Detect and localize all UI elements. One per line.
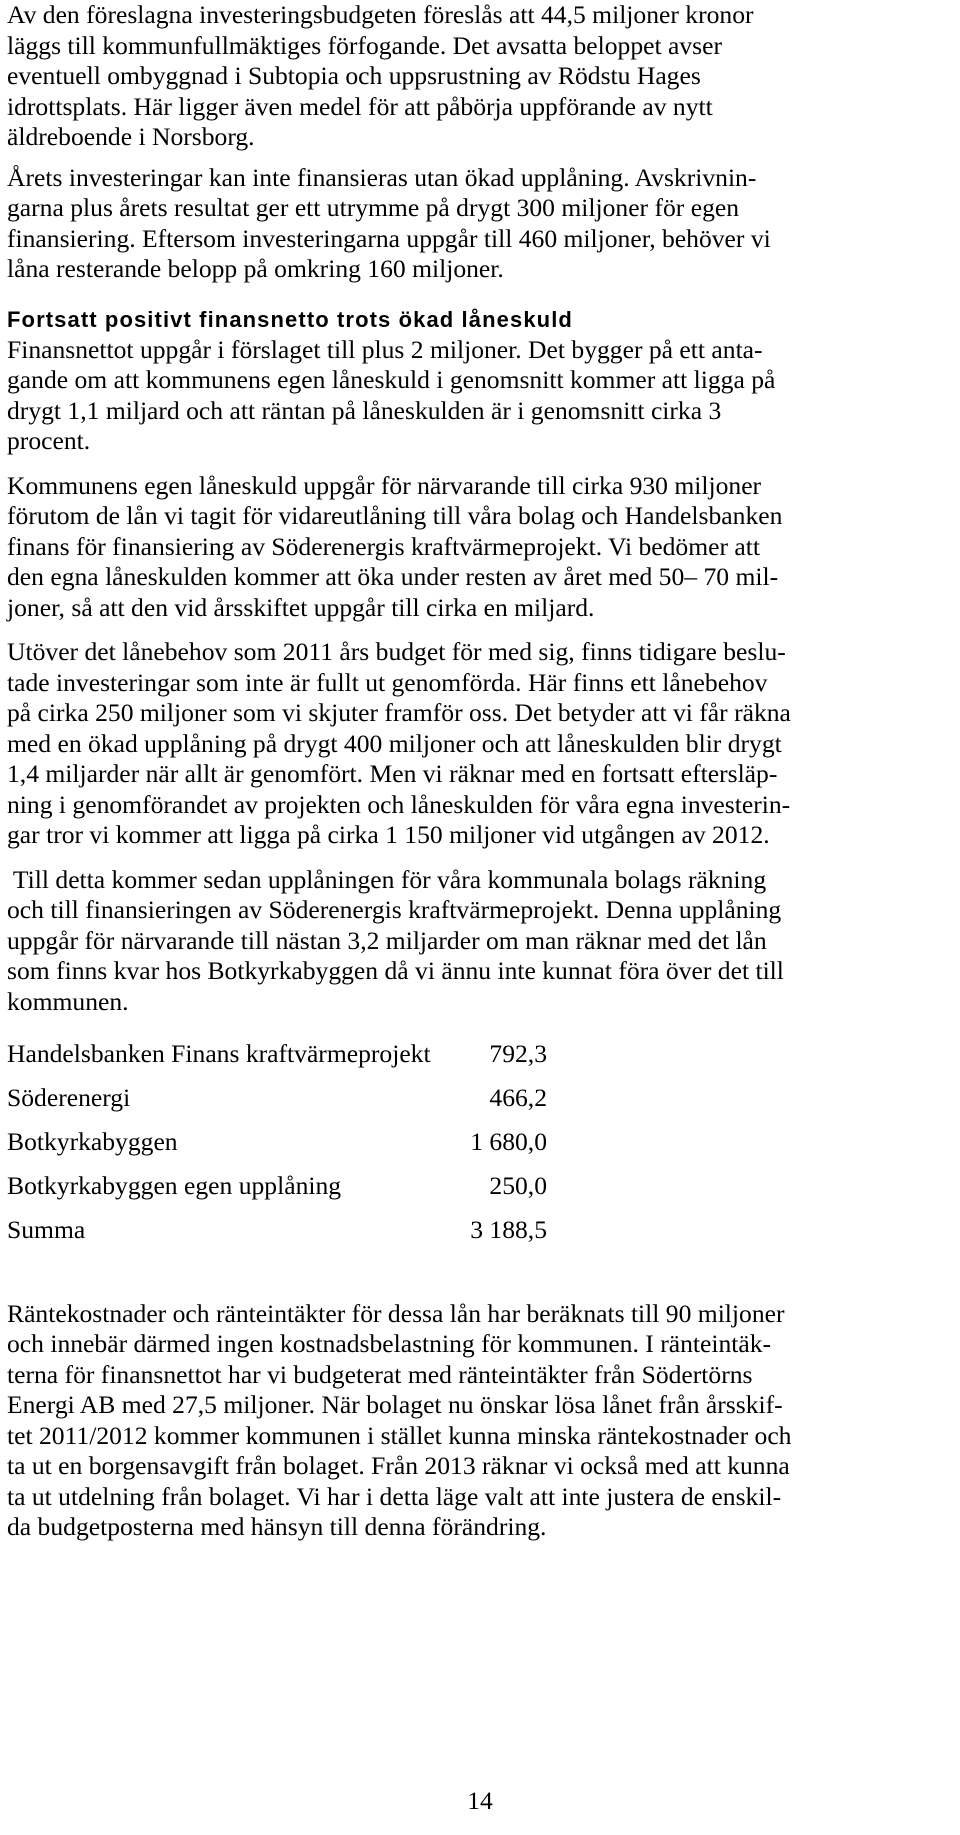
- table-row-label: Botkyrkabyggen: [7, 1127, 178, 1156]
- table-row: [7, 1039, 947, 1070]
- section-heading: Fortsatt positivt finansnetto trots ökad låneskuld: [7, 306, 573, 332]
- table-row-value: 3 188,5: [470, 1215, 547, 1244]
- table-row-label: Summa: [7, 1215, 86, 1244]
- document-page: [7, 0, 947, 1543]
- table-row: [7, 1127, 947, 1158]
- table-row-label: Handelsbanken Finans kraftvärmeprojekt: [7, 1039, 431, 1068]
- paragraph-interest-costs: Räntekostnader och ränteintäkter för dessa lån har beräknats till 90 miljoner och innebär därmed ingen kostnadsbelastning för kommunen. I ränteintäk- terna för finansnettot har vi budgeterat med ränteintäkter från Södertörns Energi AB med 27,5 miljoner. När bolaget nu önskar lösa lånet från årsskif- tet 2011/2012 kommer kommunen i stället kunna minska räntekostnader och ta ut en borgensavgift från bolaget. Från 2013 räknar vi också med att kunna ta ut utdelning från bolaget. Vi har i detta läge valt att inte justera de enskil- da budgetposterna med hänsyn till denna förändring.: [7, 1298, 792, 1541]
- paragraph-company-borrowing: Till detta kommer sedan upplåningen för våra kommunala bolags räkning och till finansieringen av Söderenergis kraftvärmeprojekt. Denna upplåning uppgår för närvarande till nästan 3,2 miljarder om man räknar med det lån som finns kvar hos Botkyrkabyggen då vi ännu inte kunnat föra över det till kommunen.: [7, 864, 784, 1016]
- loan-table: [7, 1039, 947, 1246]
- paragraph-borrowing-need: Årets investeringar kan inte finansieras utan ökad upplåning. Avskrivnin- garna plus årets resultat ger ett utrymme på drygt 300 miljoner för egen finansiering. Eftersom investeringarna uppgår till 460 miljoner, behöver vi låna resterande belopp på omkring 160 miljoner.: [7, 162, 771, 283]
- paragraph-municipal-debt: Kommunens egen låneskuld uppgår för närvarande till cirka 930 miljoner förutom de lån vi tagit för vidareutlåning till våra bolag och Handelsbanken finans för finansiering av Söderenergis kraftvärmeprojekt. Vi bedömer att den egna låneskulden kommer att öka under resten av året med 50– 70 mil- joner, så att den vid årsskiftet uppgår till cirka en miljard.: [7, 470, 783, 622]
- paragraph-investment-budget: Av den föreslagna investeringsbudgeten föreslås att 44,5 miljoner kronor läggs till kommunfullmäktiges förfogande. Det avsatta beloppet avser eventuell ombyggnad i Subtopia och uppsrustning av Rödstu Hages idrottsplats. Här ligger även medel för att påbörja uppförande av nytt äldreboende i Norsborg.: [7, 0, 754, 151]
- table-row-label: Botkyrkabyggen egen upplåning: [7, 1171, 342, 1200]
- paragraph-financial-net: Finansnettot uppgår i förslaget till plus 2 miljoner. Det bygger på ett anta- gande om att kommunens egen låneskuld i genomsnitt kommer att ligga på drygt 1,1 miljard och att räntan på låneskulden är i genomsnitt cirka 3 procent.: [7, 334, 776, 455]
- table-row-value: 1 680,0: [470, 1127, 547, 1156]
- paragraph-loan-requirement: Utöver det lånebehov som 2011 års budget för med sig, finns tidigare beslu- tade investeringar som inte är fullt ut genomförda. Här finns ett lånebehov på cirka 250 miljoner som vi skjuter framför oss. Det betyder att vi får räkna med en ökad upplåning på drygt 400 miljoner och att låneskulden blir drygt 1,4 miljarder när allt är genomfört. Men vi räknar med en fortsatt eftersläp- ning i genomförandet av projekten och låneskulden för våra egna investerin- gar tror vi kommer att ligga på cirka 1 150 miljoner vid utgången av 2012.: [7, 637, 791, 849]
- table-row-value: 792,3: [489, 1039, 547, 1068]
- page-number: 14: [467, 1786, 493, 1815]
- table-row-value: 466,2: [489, 1083, 547, 1112]
- table-row-value: 250,0: [489, 1171, 547, 1200]
- table-row-total: [7, 1215, 947, 1246]
- table-row: [7, 1083, 947, 1114]
- table-row: [7, 1171, 947, 1202]
- table-row-label: Söderenergi: [7, 1083, 131, 1112]
